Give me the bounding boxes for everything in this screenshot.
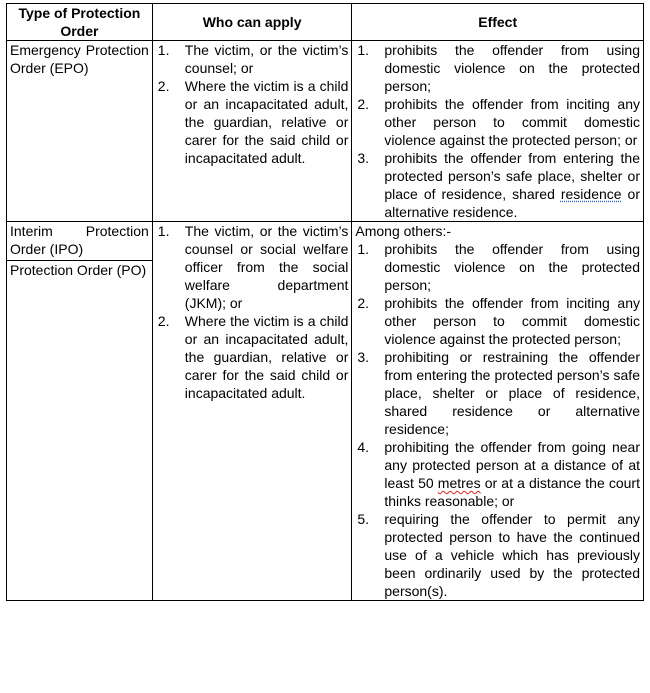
protection-order-table: [6, 3, 644, 601]
header-who: Who can apply: [152, 4, 352, 41]
ipo-who-cell: [152, 222, 352, 601]
epo-effect-cell: [352, 41, 644, 222]
ipo-who-list: [156, 222, 349, 402]
ipo-effect-list: [355, 240, 640, 600]
list-item: 2. Where the victim is a child or an incapacitated adult, the guardian, relative or carer for the said child or incapacitated adult.: [157, 313, 349, 401]
grammar-flagged-word: residence: [560, 186, 622, 202]
list-item: 1. prohibits the offender from using domestic violence on the protected person;: [357, 42, 640, 94]
ipo-effect-cell: [352, 222, 644, 601]
header-type: Type of Protection Order: [7, 4, 153, 41]
effect-intro: Among others:-: [355, 223, 452, 239]
header-row: [7, 4, 644, 41]
table-row-ipo-po: [7, 222, 644, 601]
list-item: 1. prohibits the offender from using domestic violence on the protected person;: [357, 241, 640, 293]
list-item: 3. prohibits the offender from entering the protected person’s safe place, shelter or place of residence, shared residence or alternative residence.: [357, 150, 640, 220]
list-item: 4. prohibiting the offender from going near any protected person at a distance of at least 50 metres or at a distance the court thinks reasonable; or: [357, 439, 640, 509]
po-type: Protection Order (PO): [7, 260, 152, 279]
list-item: 2. Where the victim is a child or an incapacitated adult, the guardian, relative or carer for the said child or incapacitated adult.: [157, 78, 349, 166]
header-effect: Effect: [352, 4, 644, 41]
list-item: 1. The victim, or the victim’s counsel; or: [157, 42, 349, 76]
list-item: 5. requiring the offender to permit any protected person to have the continued use of a vehicle which has previously been ordinarily used by the protected person(s).: [357, 511, 640, 599]
epo-type: Emergency Protection Order (EPO): [10, 42, 149, 76]
ipo-type-cell: [7, 222, 153, 601]
table-row-epo: [7, 41, 644, 222]
epo-effect-list: [355, 41, 640, 221]
list-item: 1. The victim, or the victim’s counsel or social welfare officer from the social welfare department (JKM); or: [157, 223, 349, 311]
list-item: 2. prohibits the offender from inciting any other person to commit domestic violence against the protected person; or: [357, 96, 640, 148]
epo-type-cell: [7, 41, 153, 222]
epo-who-cell: [152, 41, 352, 222]
epo-who-list: [156, 41, 349, 167]
ipo-type: Interim Protection Order (IPO): [10, 223, 149, 257]
spelling-flagged-word: metres: [437, 475, 481, 491]
list-item: 2. prohibits the offender from inciting any other person to commit domestic violence against the protected person;: [357, 295, 640, 347]
list-item: 3. prohibiting or restraining the offender from entering the protected person’s safe place, shelter or place of residence, shared residence or alternative residence;: [357, 349, 640, 437]
